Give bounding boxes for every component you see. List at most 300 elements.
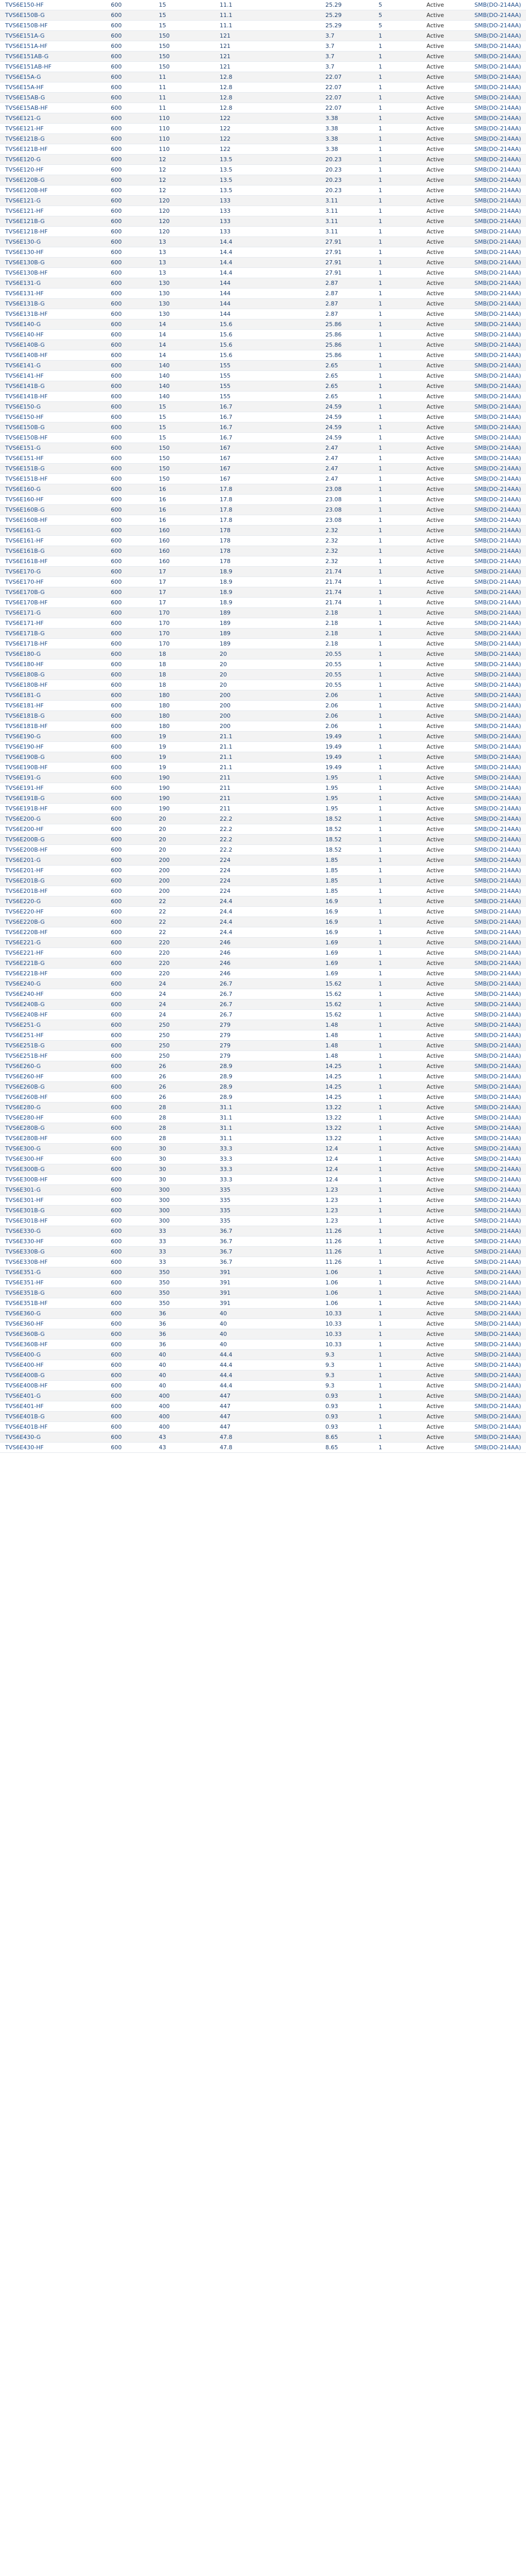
cell-min-order-qty: 1	[373, 546, 421, 556]
table-row	[0, 93, 526, 103]
table-row	[0, 52, 526, 62]
cell-min-order-qty: 1	[373, 567, 421, 577]
cell-peak-pulse-current: 2.18	[320, 629, 373, 639]
cell-part-number: TVS6E121-HF	[0, 124, 106, 134]
cell-peak-pulse-current: 2.06	[320, 701, 373, 711]
cell-peak-pulse-current: 22.07	[320, 72, 373, 82]
cell-part-number: TVS6E150B-G	[0, 10, 106, 21]
cell-part-number: TVS6E15A-HF	[0, 82, 106, 93]
cell-breakdown-voltage: 121	[215, 62, 320, 72]
cell-status: Active	[421, 1030, 469, 1041]
cell-peak-pulse-current: 8.65	[320, 1443, 373, 1453]
cell-peak-pulse-current: 2.47	[320, 453, 373, 464]
cell-breakdown-voltage: 200	[215, 701, 320, 711]
cell-part-number: TVS6E400B-G	[0, 1370, 106, 1381]
cell-breakdown-voltage: 133	[215, 196, 320, 206]
cell-standoff-voltage: 22	[154, 927, 215, 938]
cell-part-number: TVS6E191B-HF	[0, 804, 106, 814]
cell-peak-pulse-current: 2.06	[320, 721, 373, 732]
cell-min-order-qty: 1	[373, 1298, 421, 1309]
cell-power-rating: 600	[106, 309, 154, 319]
cell-part-number: TVS6E151A-G	[0, 31, 106, 41]
cell-power-rating: 600	[106, 1041, 154, 1051]
table-row	[0, 474, 526, 484]
cell-status: Active	[421, 1144, 469, 1154]
cell-min-order-qty: 1	[373, 309, 421, 319]
cell-min-order-qty: 1	[373, 1247, 421, 1257]
cell-standoff-voltage: 400	[154, 1412, 215, 1422]
table-row	[0, 144, 526, 155]
cell-breakdown-voltage: 211	[215, 783, 320, 793]
cell-standoff-voltage: 15	[154, 402, 215, 412]
cell-min-order-qty: 1	[373, 113, 421, 124]
cell-power-rating: 600	[106, 103, 154, 113]
table-row	[0, 711, 526, 721]
cell-package: SMB(DO-214AA)	[469, 412, 526, 422]
cell-breakdown-voltage: 17.8	[215, 505, 320, 515]
cell-part-number: TVS6E301B-G	[0, 1206, 106, 1216]
cell-package: SMB(DO-214AA)	[469, 1113, 526, 1123]
cell-min-order-qty: 1	[373, 989, 421, 999]
cell-status: Active	[421, 927, 469, 938]
cell-min-order-qty: 5	[373, 10, 421, 21]
cell-min-order-qty: 1	[373, 1350, 421, 1360]
cell-standoff-voltage: 30	[154, 1175, 215, 1185]
cell-part-number: TVS6E300B-HF	[0, 1175, 106, 1185]
cell-part-number: TVS6E251-G	[0, 1020, 106, 1030]
cell-power-rating: 600	[106, 319, 154, 330]
cell-min-order-qty: 1	[373, 608, 421, 618]
cell-peak-pulse-current: 16.9	[320, 927, 373, 938]
cell-peak-pulse-current: 1.06	[320, 1278, 373, 1288]
cell-status: Active	[421, 1412, 469, 1422]
cell-breakdown-voltage: 13.5	[215, 155, 320, 165]
table-row	[0, 721, 526, 732]
cell-package: SMB(DO-214AA)	[469, 515, 526, 526]
cell-package: SMB(DO-214AA)	[469, 917, 526, 927]
cell-part-number: TVS6E400-G	[0, 1350, 106, 1360]
cell-package: SMB(DO-214AA)	[469, 1412, 526, 1422]
table-row	[0, 866, 526, 876]
cell-part-number: TVS6E401B-G	[0, 1412, 106, 1422]
cell-power-rating: 600	[106, 804, 154, 814]
cell-min-order-qty: 1	[373, 237, 421, 247]
table-row	[0, 989, 526, 999]
cell-power-rating: 600	[106, 587, 154, 598]
cell-package: SMB(DO-214AA)	[469, 690, 526, 701]
cell-part-number: TVS6E151A-HF	[0, 41, 106, 52]
cell-part-number: TVS6E221-G	[0, 938, 106, 948]
cell-standoff-voltage: 130	[154, 299, 215, 309]
cell-status: Active	[421, 361, 469, 371]
cell-peak-pulse-current: 2.06	[320, 690, 373, 701]
cell-package: SMB(DO-214AA)	[469, 371, 526, 381]
cell-power-rating: 600	[106, 165, 154, 175]
cell-power-rating: 600	[106, 526, 154, 536]
table-row	[0, 103, 526, 113]
cell-power-rating: 600	[106, 113, 154, 124]
cell-power-rating: 600	[106, 371, 154, 381]
cell-package: SMB(DO-214AA)	[469, 1391, 526, 1401]
cell-peak-pulse-current: 25.29	[320, 10, 373, 21]
cell-package: SMB(DO-214AA)	[469, 1329, 526, 1340]
cell-peak-pulse-current: 2.32	[320, 546, 373, 556]
cell-power-rating: 600	[106, 979, 154, 989]
cell-breakdown-voltage: 40	[215, 1329, 320, 1340]
cell-part-number: TVS6E301B-HF	[0, 1216, 106, 1226]
cell-power-rating: 600	[106, 505, 154, 515]
cell-peak-pulse-current: 1.06	[320, 1298, 373, 1309]
cell-package: SMB(DO-214AA)	[469, 402, 526, 412]
cell-standoff-voltage: 20	[154, 814, 215, 824]
cell-peak-pulse-current: 2.32	[320, 556, 373, 567]
cell-standoff-voltage: 190	[154, 783, 215, 793]
table-row	[0, 1278, 526, 1288]
cell-breakdown-voltage: 13.5	[215, 165, 320, 175]
cell-min-order-qty: 1	[373, 618, 421, 629]
cell-power-rating: 600	[106, 1298, 154, 1309]
cell-power-rating: 600	[106, 1350, 154, 1360]
cell-peak-pulse-current: 10.33	[320, 1329, 373, 1340]
cell-peak-pulse-current: 20.55	[320, 670, 373, 680]
table-row	[0, 1164, 526, 1175]
cell-min-order-qty: 1	[373, 742, 421, 752]
cell-status: Active	[421, 526, 469, 536]
cell-power-rating: 600	[106, 927, 154, 938]
cell-peak-pulse-current: 1.69	[320, 948, 373, 958]
cell-status: Active	[421, 247, 469, 258]
cell-power-rating: 600	[106, 453, 154, 464]
cell-package: SMB(DO-214AA)	[469, 1247, 526, 1257]
cell-status: Active	[421, 1267, 469, 1278]
cell-standoff-voltage: 250	[154, 1041, 215, 1051]
cell-breakdown-voltage: 21.1	[215, 732, 320, 742]
cell-status: Active	[421, 1247, 469, 1257]
cell-peak-pulse-current: 23.08	[320, 495, 373, 505]
cell-package: SMB(DO-214AA)	[469, 556, 526, 567]
cell-breakdown-voltage: 18.9	[215, 567, 320, 577]
cell-min-order-qty: 1	[373, 855, 421, 866]
cell-min-order-qty: 1	[373, 1195, 421, 1206]
cell-peak-pulse-current: 10.33	[320, 1319, 373, 1329]
cell-standoff-voltage: 14	[154, 319, 215, 330]
cell-package: SMB(DO-214AA)	[469, 62, 526, 72]
cell-power-rating: 600	[106, 1226, 154, 1236]
cell-part-number: TVS6E280-G	[0, 1103, 106, 1113]
cell-part-number: TVS6E120-HF	[0, 165, 106, 175]
cell-peak-pulse-current: 15.62	[320, 1010, 373, 1020]
table-row	[0, 299, 526, 309]
cell-min-order-qty: 1	[373, 1391, 421, 1401]
cell-standoff-voltage: 190	[154, 804, 215, 814]
cell-status: Active	[421, 762, 469, 773]
cell-part-number: TVS6E121B-G	[0, 134, 106, 144]
cell-status: Active	[421, 41, 469, 52]
cell-peak-pulse-current: 12.4	[320, 1144, 373, 1154]
cell-power-rating: 600	[106, 989, 154, 999]
cell-part-number: TVS6E301-G	[0, 1185, 106, 1195]
cell-peak-pulse-current: 25.86	[320, 330, 373, 340]
cell-part-number: TVS6E430-G	[0, 1432, 106, 1443]
cell-standoff-voltage: 14	[154, 350, 215, 361]
table-row	[0, 340, 526, 350]
cell-breakdown-voltage: 15.6	[215, 319, 320, 330]
cell-package: SMB(DO-214AA)	[469, 41, 526, 52]
table-row	[0, 659, 526, 670]
cell-power-rating: 600	[106, 896, 154, 907]
cell-peak-pulse-current: 1.23	[320, 1216, 373, 1226]
cell-min-order-qty: 1	[373, 124, 421, 134]
cell-min-order-qty: 1	[373, 155, 421, 165]
cell-status: Active	[421, 711, 469, 721]
cell-part-number: TVS6E280-HF	[0, 1113, 106, 1123]
cell-package: SMB(DO-214AA)	[469, 886, 526, 896]
table-row	[0, 1391, 526, 1401]
cell-part-number: TVS6E181-HF	[0, 701, 106, 711]
cell-package: SMB(DO-214AA)	[469, 1319, 526, 1329]
cell-part-number: TVS6E141-G	[0, 361, 106, 371]
cell-min-order-qty: 1	[373, 185, 421, 196]
cell-breakdown-voltage: 246	[215, 938, 320, 948]
cell-power-rating: 600	[106, 907, 154, 917]
cell-part-number: TVS6E151B-G	[0, 464, 106, 474]
cell-part-number: TVS6E200-G	[0, 814, 106, 824]
cell-min-order-qty: 1	[373, 196, 421, 206]
cell-peak-pulse-current: 1.85	[320, 886, 373, 896]
table-row	[0, 793, 526, 804]
cell-peak-pulse-current: 19.49	[320, 752, 373, 762]
cell-standoff-voltage: 24	[154, 1010, 215, 1020]
cell-package: SMB(DO-214AA)	[469, 773, 526, 783]
cell-part-number: TVS6E251B-HF	[0, 1051, 106, 1061]
cell-breakdown-voltage: 21.1	[215, 742, 320, 752]
table-row	[0, 1144, 526, 1154]
cell-standoff-voltage: 28	[154, 1123, 215, 1133]
cell-standoff-voltage: 14	[154, 340, 215, 350]
cell-power-rating: 600	[106, 917, 154, 927]
cell-status: Active	[421, 855, 469, 866]
cell-package: SMB(DO-214AA)	[469, 546, 526, 556]
cell-standoff-voltage: 36	[154, 1309, 215, 1319]
cell-peak-pulse-current: 2.65	[320, 392, 373, 402]
table-row	[0, 1298, 526, 1309]
cell-part-number: TVS6E300-HF	[0, 1154, 106, 1164]
cell-breakdown-voltage: 447	[215, 1391, 320, 1401]
cell-status: Active	[421, 886, 469, 896]
cell-standoff-voltage: 22	[154, 917, 215, 927]
cell-part-number: TVS6E330-HF	[0, 1236, 106, 1247]
cell-status: Active	[421, 412, 469, 422]
cell-part-number: TVS6E160B-HF	[0, 515, 106, 526]
table-row	[0, 1020, 526, 1030]
cell-breakdown-voltage: 178	[215, 556, 320, 567]
cell-part-number: TVS6E150-HF	[0, 412, 106, 422]
cell-peak-pulse-current: 11.26	[320, 1226, 373, 1236]
cell-breakdown-voltage: 16.7	[215, 412, 320, 422]
cell-breakdown-voltage: 24.4	[215, 927, 320, 938]
cell-power-rating: 600	[106, 1113, 154, 1123]
cell-package: SMB(DO-214AA)	[469, 659, 526, 670]
cell-peak-pulse-current: 3.38	[320, 144, 373, 155]
table-row	[0, 1319, 526, 1329]
cell-status: Active	[421, 278, 469, 289]
table-row	[0, 1113, 526, 1123]
cell-min-order-qty: 1	[373, 31, 421, 41]
cell-package: SMB(DO-214AA)	[469, 958, 526, 969]
cell-part-number: TVS6E180B-G	[0, 670, 106, 680]
cell-status: Active	[421, 1041, 469, 1051]
cell-part-number: TVS6E151-G	[0, 443, 106, 453]
cell-power-rating: 600	[106, 1401, 154, 1412]
cell-power-rating: 600	[106, 0, 154, 10]
cell-power-rating: 600	[106, 608, 154, 618]
cell-breakdown-voltage: 22.2	[215, 835, 320, 845]
cell-status: Active	[421, 577, 469, 587]
cell-standoff-voltage: 110	[154, 113, 215, 124]
cell-breakdown-voltage: 224	[215, 855, 320, 866]
cell-min-order-qty: 1	[373, 453, 421, 464]
cell-peak-pulse-current: 22.07	[320, 93, 373, 103]
cell-package: SMB(DO-214AA)	[469, 196, 526, 206]
cell-part-number: TVS6E351B-G	[0, 1288, 106, 1298]
table-row	[0, 453, 526, 464]
cell-breakdown-voltage: 47.8	[215, 1432, 320, 1443]
cell-standoff-voltage: 300	[154, 1206, 215, 1216]
cell-status: Active	[421, 330, 469, 340]
cell-breakdown-voltage: 12.8	[215, 72, 320, 82]
table-row	[0, 82, 526, 93]
table-row	[0, 124, 526, 134]
cell-standoff-voltage: 400	[154, 1422, 215, 1432]
cell-part-number: TVS6E220-HF	[0, 907, 106, 917]
cell-part-number: TVS6E190-G	[0, 732, 106, 742]
cell-package: SMB(DO-214AA)	[469, 21, 526, 31]
cell-part-number: TVS6E221B-G	[0, 958, 106, 969]
cell-part-number: TVS6E260B-HF	[0, 1092, 106, 1103]
cell-power-rating: 600	[106, 1072, 154, 1082]
cell-part-number: TVS6E191B-G	[0, 793, 106, 804]
cell-peak-pulse-current: 3.38	[320, 113, 373, 124]
cell-peak-pulse-current: 2.87	[320, 278, 373, 289]
cell-package: SMB(DO-214AA)	[469, 134, 526, 144]
cell-peak-pulse-current: 19.49	[320, 732, 373, 742]
cell-min-order-qty: 1	[373, 134, 421, 144]
cell-package: SMB(DO-214AA)	[469, 289, 526, 299]
cell-status: Active	[421, 536, 469, 546]
cell-peak-pulse-current: 20.55	[320, 649, 373, 659]
cell-min-order-qty: 1	[373, 1113, 421, 1123]
cell-min-order-qty: 1	[373, 1381, 421, 1391]
cell-min-order-qty: 1	[373, 835, 421, 845]
cell-power-rating: 600	[106, 1206, 154, 1216]
cell-breakdown-voltage: 189	[215, 608, 320, 618]
cell-standoff-voltage: 28	[154, 1133, 215, 1144]
cell-standoff-voltage: 40	[154, 1370, 215, 1381]
cell-package: SMB(DO-214AA)	[469, 927, 526, 938]
cell-package: SMB(DO-214AA)	[469, 1103, 526, 1113]
cell-breakdown-voltage: 144	[215, 299, 320, 309]
table-row	[0, 598, 526, 608]
cell-power-rating: 600	[106, 742, 154, 752]
cell-min-order-qty: 1	[373, 948, 421, 958]
cell-power-rating: 600	[106, 938, 154, 948]
cell-status: Active	[421, 701, 469, 711]
cell-min-order-qty: 1	[373, 144, 421, 155]
cell-part-number: TVS6E140-G	[0, 319, 106, 330]
cell-breakdown-voltage: 211	[215, 773, 320, 783]
cell-power-rating: 600	[106, 958, 154, 969]
cell-power-rating: 600	[106, 649, 154, 659]
table-row	[0, 361, 526, 371]
cell-min-order-qty: 1	[373, 659, 421, 670]
cell-peak-pulse-current: 1.48	[320, 1030, 373, 1041]
cell-part-number: TVS6E150B-HF	[0, 433, 106, 443]
cell-standoff-voltage: 300	[154, 1195, 215, 1206]
cell-standoff-voltage: 20	[154, 824, 215, 835]
cell-package: SMB(DO-214AA)	[469, 350, 526, 361]
cell-status: Active	[421, 165, 469, 175]
cell-min-order-qty: 1	[373, 93, 421, 103]
cell-min-order-qty: 1	[373, 1123, 421, 1133]
cell-standoff-voltage: 16	[154, 484, 215, 495]
cell-breakdown-voltage: 33.3	[215, 1164, 320, 1175]
cell-breakdown-voltage: 121	[215, 41, 320, 52]
cell-status: Active	[421, 876, 469, 886]
table-row	[0, 1350, 526, 1360]
table-row	[0, 185, 526, 196]
cell-breakdown-voltage: 12.8	[215, 103, 320, 113]
cell-part-number: TVS6E161B-G	[0, 546, 106, 556]
cell-package: SMB(DO-214AA)	[469, 608, 526, 618]
cell-power-rating: 600	[106, 289, 154, 299]
cell-part-number: TVS6E401B-HF	[0, 1422, 106, 1432]
cell-part-number: TVS6E15AB-G	[0, 93, 106, 103]
cell-peak-pulse-current: 1.85	[320, 866, 373, 876]
cell-power-rating: 600	[106, 41, 154, 52]
cell-package: SMB(DO-214AA)	[469, 392, 526, 402]
cell-part-number: TVS6E251-HF	[0, 1030, 106, 1041]
cell-package: SMB(DO-214AA)	[469, 1381, 526, 1391]
cell-part-number: TVS6E150B-HF	[0, 21, 106, 31]
table-row	[0, 62, 526, 72]
cell-status: Active	[421, 227, 469, 237]
cell-power-rating: 600	[106, 1329, 154, 1340]
cell-part-number: TVS6E170B-HF	[0, 598, 106, 608]
cell-standoff-voltage: 28	[154, 1103, 215, 1113]
cell-package: SMB(DO-214AA)	[469, 1443, 526, 1453]
cell-min-order-qty: 1	[373, 412, 421, 422]
cell-min-order-qty: 1	[373, 999, 421, 1010]
cell-min-order-qty: 1	[373, 896, 421, 907]
cell-min-order-qty: 1	[373, 711, 421, 721]
cell-breakdown-voltage: 391	[215, 1288, 320, 1298]
table-row	[0, 196, 526, 206]
cell-package: SMB(DO-214AA)	[469, 732, 526, 742]
cell-status: Active	[421, 82, 469, 93]
cell-peak-pulse-current: 2.18	[320, 618, 373, 629]
cell-breakdown-voltage: 14.4	[215, 237, 320, 247]
cell-breakdown-voltage: 189	[215, 629, 320, 639]
table-row	[0, 515, 526, 526]
cell-package: SMB(DO-214AA)	[469, 185, 526, 196]
cell-power-rating: 600	[106, 1391, 154, 1401]
cell-status: Active	[421, 1020, 469, 1030]
cell-standoff-voltage: 150	[154, 41, 215, 52]
cell-power-rating: 600	[106, 1061, 154, 1072]
cell-package: SMB(DO-214AA)	[469, 793, 526, 804]
cell-peak-pulse-current: 18.52	[320, 845, 373, 855]
table-row	[0, 1381, 526, 1391]
